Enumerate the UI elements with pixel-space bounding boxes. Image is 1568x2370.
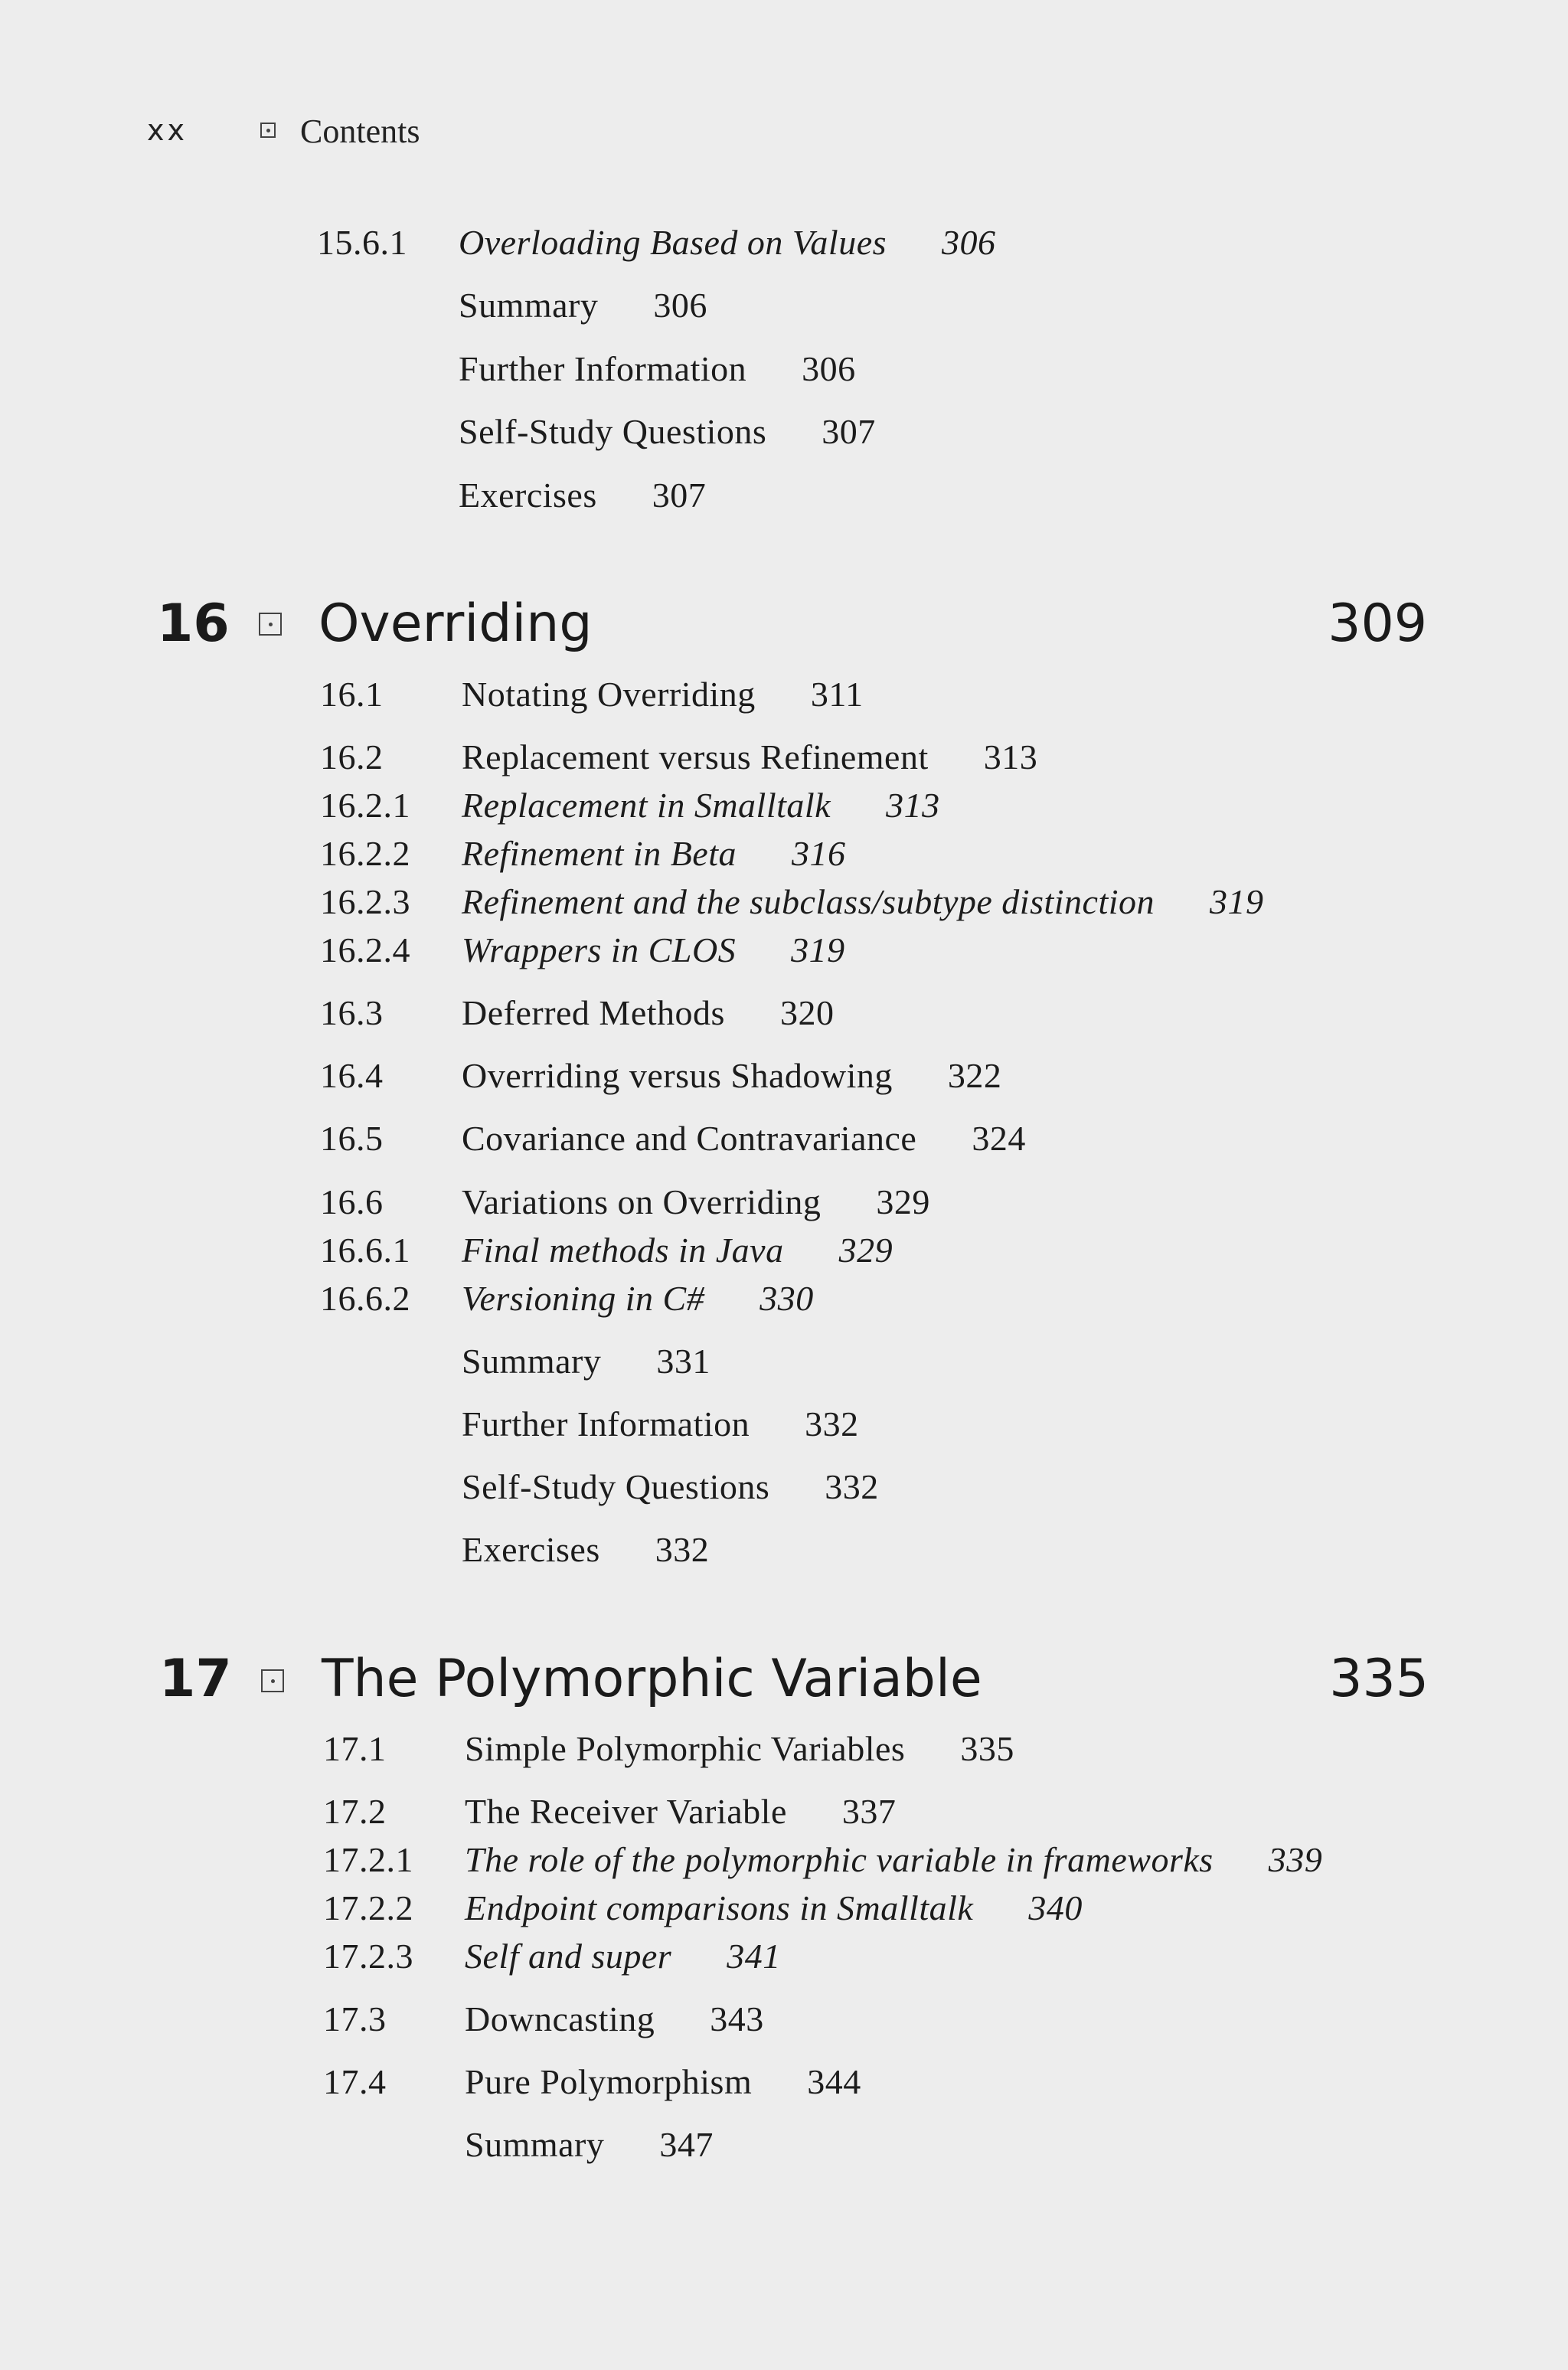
toc-entry-number: 15.6.1 [317,223,407,262]
toc-entry-title [462,737,1037,777]
toc-entry-number: 16.6.1 [320,1231,410,1270]
toc-entry-title [459,475,706,515]
toc-entry-title [459,348,856,389]
page-number: xx [147,113,188,147]
toc-entry-page: 329 [876,1182,930,1221]
toc-entry-page: 311 [810,675,864,714]
toc-entry-title-text: The role of the polymorphic variable in frameworks [465,1840,1214,1879]
toc-entry-page: 331 [656,1342,710,1381]
toc-entry-number: 16.2 [320,737,384,776]
chapter-16-square-icon [259,613,282,636]
toc-entry-title [465,2061,861,2102]
toc-entry-title [462,674,864,714]
toc-entry-page: 306 [942,223,996,262]
toc-entry-title [462,1466,879,1507]
toc-entry-title-text: Endpoint comparisons in Smalltalk [465,1888,974,1927]
toc-entry-title-text: Replacement in Smalltalk [462,786,831,825]
running-head-title: Contents [300,113,420,150]
toc-entry-title [465,1936,781,1976]
toc-entry-page: 316 [792,834,846,873]
toc-entry-page: 329 [838,1231,893,1270]
toc-entry-title-text: The Receiver Variable [465,1792,787,1831]
toc-entry-page: 306 [653,286,707,325]
toc-entry-page: 332 [655,1530,710,1569]
toc-entry-title-text: Further Information [462,1404,750,1443]
toc-entry-title [465,1999,764,2039]
toc-entry-number: 16.4 [320,1056,384,1095]
toc-entry-number: 16.6 [320,1182,384,1221]
toc-entry-page: 307 [822,412,876,451]
toc-entry-title-text: Deferred Methods [462,993,725,1032]
toc-entry-page: 306 [802,349,856,388]
toc-entry-page: 313 [886,786,940,825]
toc-entry-title [462,1529,709,1570]
toc-entry-title-text: Downcasting [465,1999,655,2038]
toc-entry-number: 16.2.1 [320,786,410,825]
toc-entry-page: 347 [659,2125,714,2164]
toc-entry-title [465,2124,714,2165]
toc-entry-title-text: Final methods in Java [462,1231,784,1270]
toc-entry-number: 17.3 [323,1999,387,2038]
toc-entry-number: 16.2.2 [320,834,410,873]
toc-entry-title [465,1888,1083,1928]
toc-entry-page: 322 [947,1056,1002,1095]
toc-entry-number: 16.2.3 [320,882,410,921]
toc-entry-page: 343 [710,1999,764,2038]
toc-entry-title [462,1182,930,1222]
toc-entry-page: 344 [807,2062,861,2101]
square-bullet-icon [260,123,276,138]
toc-entry-title-text: Notating Overriding [462,675,756,714]
toc-entry-title [465,1839,1322,1880]
toc-entry-page: 332 [825,1467,879,1506]
toc-entry-number: 17.2.1 [323,1840,413,1879]
toc-entry-page: 330 [760,1279,814,1318]
toc-entry-page: 335 [960,1729,1014,1768]
toc-entry-title-text: Replacement versus Refinement [462,737,929,776]
toc-entry-page: 339 [1268,1840,1323,1879]
toc-entry-title [465,1791,896,1832]
toc-entry-title-text: Summary [462,1342,602,1381]
toc-entry-page: 319 [1210,882,1264,921]
toc-entry-page: 313 [983,737,1038,776]
toc-entry-title-text: Variations on Overriding [462,1182,822,1221]
chapter-17-square-icon [261,1669,284,1692]
toc-entry-title-text: Refinement in Beta [462,834,737,873]
toc-entry-page: 324 [972,1119,1026,1158]
toc-entry-title [462,930,845,970]
chapter-16-title: Overriding [318,593,593,654]
toc-entry-title [462,881,1264,922]
toc-entry-title [462,1230,893,1270]
toc-entry-title-text: Overloading Based on Values [459,223,887,262]
toc-entry-title [462,1278,814,1319]
toc-entry-title [462,1404,859,1444]
toc-entry-number: 16.6.2 [320,1279,410,1318]
toc-entry-page: 337 [841,1792,897,1831]
toc-entry-title-text: Further Information [459,349,747,388]
chapter-17-number: 17 [159,1649,232,1709]
toc-entry-page: 340 [1028,1888,1083,1927]
toc-entry-number: 17.1 [323,1729,387,1768]
chapter-16-page: 309 [1328,593,1427,654]
toc-entry-title-text: Simple Polymorphic Variables [465,1729,906,1768]
toc-entry-title-text: Self and super [465,1937,672,1976]
toc-entry-title-text: Wrappers in CLOS [462,930,737,969]
toc-entry-number: 17.2.3 [323,1937,413,1976]
toc-entry-title [462,1341,710,1381]
toc-entry-page: 319 [791,930,845,969]
toc-entry-title [462,785,940,825]
toc-entry-title-text: Summary [459,286,599,325]
toc-entry-number: 17.2.2 [323,1888,413,1927]
toc-entry-title [462,1118,1026,1159]
toc-entry-page: 307 [652,476,707,515]
toc-entry-title-text: Summary [465,2125,605,2164]
toc-entry-title-text: Exercises [462,1530,600,1569]
toc-entry-number: 17.4 [323,2062,387,2101]
toc-entry-number: 17.2 [323,1792,387,1831]
toc-entry-page: 332 [805,1404,859,1443]
toc-entry-title-text: Self-Study Questions [459,412,767,451]
toc-entry-title [462,992,834,1033]
chapter-17-title: The Polymorphic Variable [322,1649,982,1709]
toc-entry-number: 16.1 [320,675,384,714]
toc-entry-number: 16.3 [320,993,384,1032]
toc-entry-title [459,285,707,325]
chapter-17-page: 335 [1329,1649,1429,1709]
toc-entry-title [462,1055,1001,1096]
toc-entry-title [459,222,996,263]
toc-entry-title-text: Covariance and Contravariance [462,1119,917,1158]
toc-entry-title-text: Refinement and the subclass/subtype distinction [462,882,1155,921]
toc-entry-title [462,833,846,874]
toc-entry-title-text: Versioning in C# [462,1279,705,1318]
toc-entry-title [459,411,876,452]
toc-entry-title-text: Self-Study Questions [462,1467,770,1506]
toc-entry-title-text: Pure Polymorphism [465,2062,753,2101]
toc-entry-title-text: Overriding versus Shadowing [462,1056,893,1095]
toc-entry-page: 341 [727,1937,781,1976]
toc-entry-number: 16.5 [320,1119,384,1158]
toc-entry-page: 320 [779,993,835,1032]
toc-entry-number: 16.2.4 [320,930,410,969]
chapter-16-number: 16 [157,593,230,654]
toc-entry-title [465,1728,1014,1769]
toc-entry-title-text: Exercises [459,476,597,515]
